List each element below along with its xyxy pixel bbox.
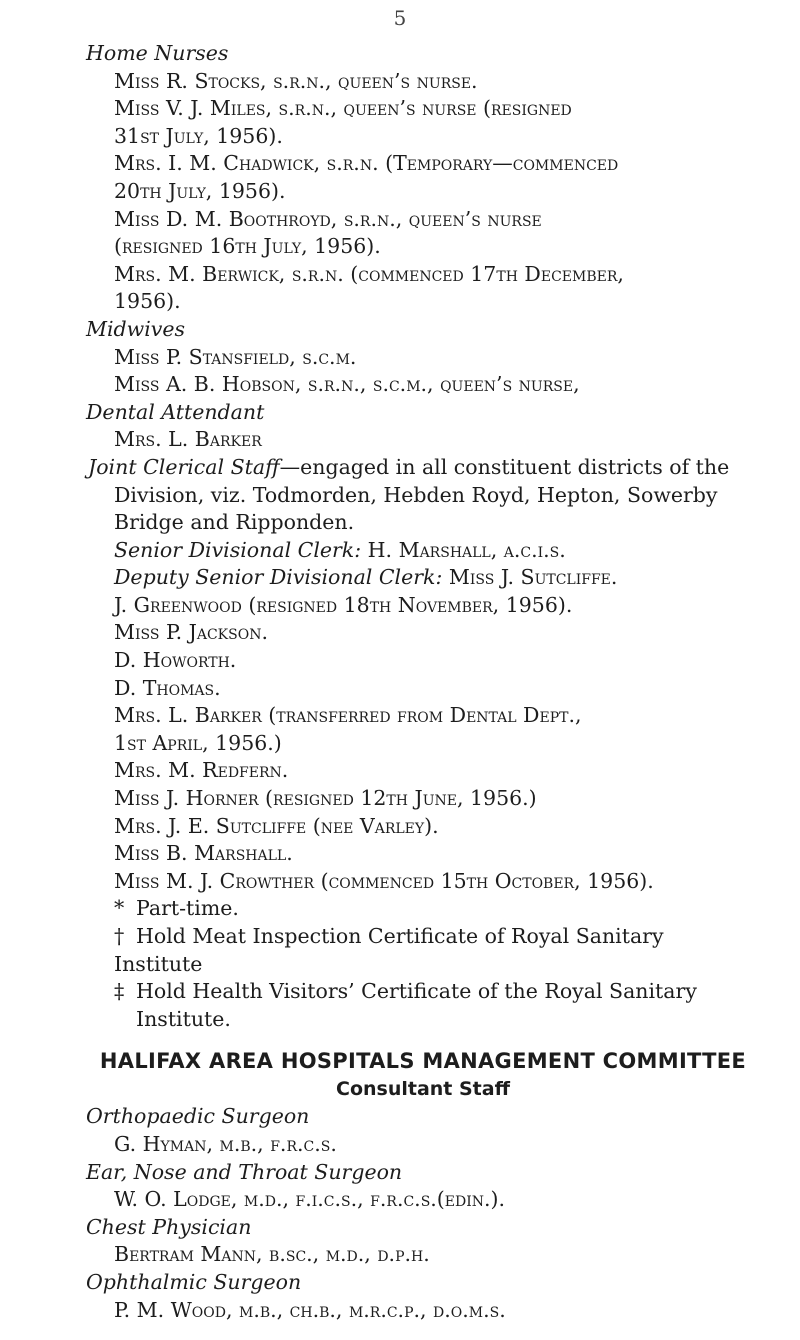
deputy-clerk-label: Deputy Senior Divisional Clerk: <box>114 565 443 590</box>
consultant-role: Orthopaedic Surgeon <box>86 1104 310 1129</box>
midwife-line: Miss A. B. Hobson, s.r.n., s.c.m., queen’s nurse, <box>114 372 580 397</box>
senior-clerk-label: Senior Divisional Clerk: <box>114 537 362 562</box>
dental-attendant-line: Mrs. L. Barker <box>114 427 262 452</box>
joint-clerical-heading: Joint Clerical Staff <box>88 454 280 479</box>
consultant-role: Ophthalmic Surgeon <box>86 1269 302 1294</box>
clerical-line: D. Thomas. <box>114 675 221 700</box>
clerical-line: Miss P. Jackson. <box>114 620 268 645</box>
home-nurse-line: Mrs. I. M. Chadwick, s.r.n. (Temporary—commenced <box>114 151 619 176</box>
deputy-clerk-line <box>88 564 758 592</box>
deputy-clerk-name: Miss J. Sutcliffe. <box>442 565 618 590</box>
joint-clerical-text: —engaged in all constituent districts of the Division, viz. Todmorden, Hebden Royd, Hepton, Sowerby Bridge and Ripponden. <box>114 454 730 535</box>
midwife-line: Miss P. Stansfield, s.c.m. <box>114 344 357 369</box>
clerical-line: D. Howorth. <box>114 648 237 673</box>
home-nurses-heading: Home Nurses <box>86 41 229 65</box>
senior-clerk-line <box>88 537 758 565</box>
dental-attendant-heading: Dental Attendant <box>86 399 265 424</box>
home-nurse-line: 1956). <box>114 289 181 314</box>
senior-clerk-name: H. Marshall, a.c.i.s. <box>361 537 566 562</box>
home-nurse-line: (resigned 16th July, 1956). <box>114 234 381 259</box>
consultant-name: P. M. Wood, m.b., ch.b., m.r.c.p., d.o.m.s. <box>114 1297 506 1322</box>
clerical-line: Mrs. M. Redfern. <box>114 758 289 783</box>
home-nurse-line: 31st July, 1956). <box>114 123 283 148</box>
footnote-text: Hold Meat Inspection Certificate of Royal Sanitary Institute <box>114 924 664 976</box>
footnote-symbol: † <box>114 924 125 948</box>
footnote <box>88 895 758 923</box>
consultant-role: Chest Physician <box>86 1214 252 1239</box>
halifax-section-title: HALIFAX AREA HOSPITALS MANAGEMENT COMMITTEE <box>99 1049 747 1074</box>
page-number: 5 <box>393 6 407 30</box>
consultant-role: Ear, Nose and Throat Surgeon <box>86 1159 403 1184</box>
clerical-line: 1st April, 1956.) <box>114 730 282 755</box>
home-nurse-line: Miss V. J. Miles, s.r.n., queen’s nurse (resigned <box>114 96 572 121</box>
consultant-staff-subtitle: Consultant Staff <box>336 1078 510 1101</box>
consultant-name: Bertram Mann, b.sc., m.d., d.p.h. <box>114 1242 430 1267</box>
clerical-line: Miss B. Marshall. <box>114 841 293 866</box>
home-nurse-line: 20th July, 1956). <box>114 178 286 203</box>
clerical-line: Mrs. J. E. Sutcliffe (nee Varley). <box>114 813 439 838</box>
midwives-heading: Midwives <box>86 316 186 341</box>
home-nurse-line: Miss R. Stocks, s.r.n., queen’s nurse. <box>114 68 478 93</box>
home-nurse-line: Miss D. M. Boothroyd, s.r.n., queen’s nurse <box>114 206 542 231</box>
home-nurse-line: Mrs. M. Berwick, s.r.n. (commenced 17th December, <box>114 261 624 286</box>
footnote <box>88 978 758 1033</box>
page-content <box>88 40 758 1324</box>
consultant-name: W. O. Lodge, m.d., f.i.c.s., f.r.c.s.(edin.). <box>114 1187 506 1212</box>
footnote-text: Hold Health Visitors’ Certificate of the Royal Sanitary Institute. <box>136 979 697 1031</box>
footnote <box>88 923 758 978</box>
clerical-line: Miss M. J. Crowther (commenced 15th October, 1956). <box>114 868 654 893</box>
joint-clerical-paragraph <box>88 454 758 537</box>
footnote-symbol: ‡ <box>114 979 125 1004</box>
clerical-line: Mrs. L. Barker (transferred from Dental Dept., <box>114 703 582 728</box>
clerical-line: Miss J. Horner (resigned 12th June, 1956.) <box>114 786 537 811</box>
clerical-line: J. Greenwood (resigned 18th November, 1956). <box>114 592 573 617</box>
consultant-name: G. Hyman, m.b., f.r.c.s. <box>114 1131 337 1156</box>
footnote-text: Part-time. <box>136 896 239 921</box>
footnote-symbol: * <box>114 896 125 921</box>
